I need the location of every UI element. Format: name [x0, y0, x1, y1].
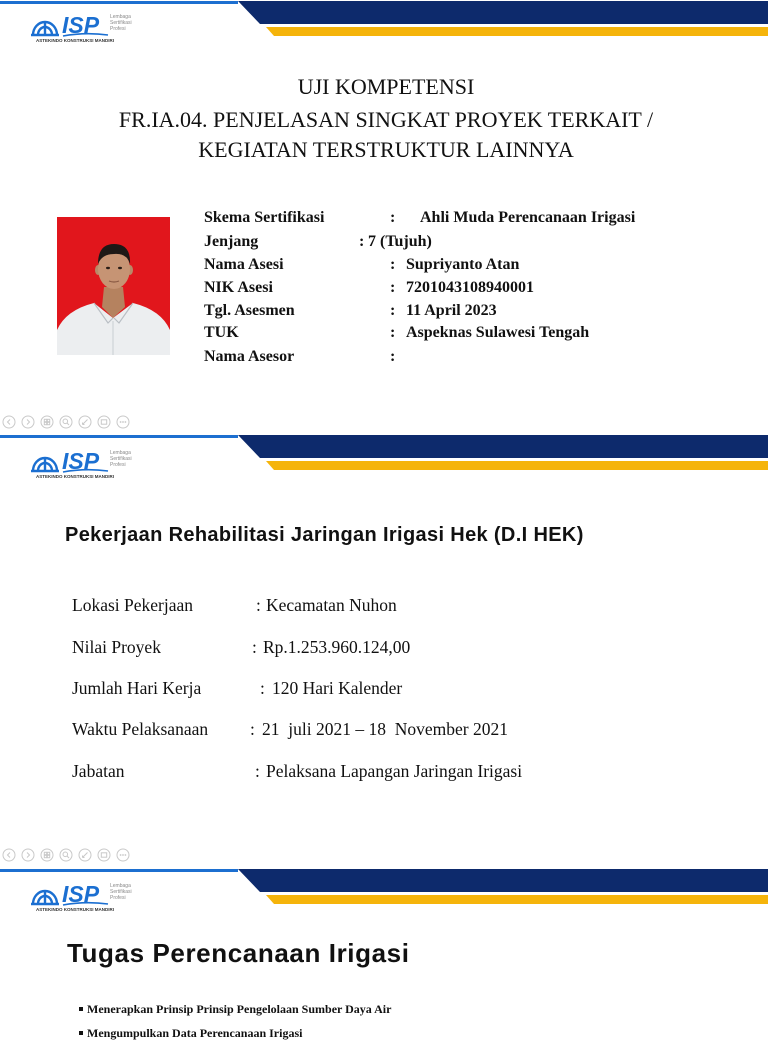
field-label: Nilai Proyek — [72, 637, 161, 657]
field-sep: : — [390, 209, 396, 226]
logo-sub-2: Sertifikasi — [110, 456, 132, 462]
field-sep: : — [260, 678, 265, 698]
logo-sub-2: Sertifikasi — [110, 889, 132, 895]
list-item-text: Menerapkan Prinsip Prinsip Pengelolaan Sumber Daya Air — [87, 1002, 392, 1016]
field-value: 7201043108940001 — [406, 279, 534, 296]
field-sep: : — [390, 279, 396, 296]
thumbnails-icon[interactable] — [40, 415, 54, 429]
slide-title-line-1: UJI KOMPETENSI — [297, 74, 475, 99]
field-tuk — [0, 323, 768, 343]
arch-icon — [31, 890, 59, 904]
field-lokasi — [0, 594, 768, 616]
field-value: 120 Hari Kalender — [272, 678, 403, 698]
zoom-out-icon[interactable] — [78, 848, 92, 862]
field-value: Rp.1.253.960.124,00 — [263, 637, 411, 657]
zoom-in-icon[interactable] — [59, 848, 73, 862]
field-jabatan — [0, 760, 768, 782]
field-sep: : — [390, 348, 396, 365]
slide-toolbar-2 — [2, 848, 132, 864]
field-label: Nama Asesi — [204, 256, 284, 273]
field-nik — [0, 278, 768, 298]
logo-sub-1: Lembaga — [110, 450, 131, 456]
logo-sub-3: Profesi — [110, 462, 126, 468]
field-hari-kerja — [0, 677, 768, 699]
more-options-icon[interactable] — [116, 415, 130, 429]
field-value: Pelaksana Lapangan Jaringan Irigasi — [266, 761, 523, 781]
slide-1 — [0, 0, 768, 413]
field-label: NIK Asesi — [204, 279, 273, 296]
field-value: Supriyanto Atan — [406, 256, 520, 273]
field-sep: : — [256, 595, 261, 615]
field-value: Kecamatan Nuhon — [266, 595, 397, 615]
field-value: 11 April 2023 — [406, 302, 497, 319]
field-sep: : — [252, 637, 257, 657]
field-value: 7 (Tujuh) — [368, 233, 432, 250]
field-sep: : — [250, 719, 255, 739]
arch-icon — [31, 457, 59, 471]
field-nilai — [0, 636, 768, 658]
field-label: Waktu Pelaksanaan — [72, 719, 209, 739]
isp-logo — [30, 879, 142, 913]
slide-2 — [0, 434, 768, 847]
prev-page-icon[interactable] — [2, 415, 16, 429]
slide-toolbar-1 — [2, 415, 132, 431]
next-page-icon[interactable] — [21, 415, 35, 429]
field-nama-asesi — [0, 255, 768, 275]
field-skema — [0, 208, 768, 228]
logo-sub-3: Profesi — [110, 26, 126, 32]
logo-mark: ISP — [62, 448, 100, 474]
field-label: Nama Asesor — [204, 348, 295, 365]
slide-3 — [0, 868, 768, 1040]
field-label: Lokasi Pekerjaan — [72, 595, 193, 615]
logo-tagline: ASTEKINDO KONSTRUKSI MANDIRI — [36, 474, 115, 479]
more-options-icon[interactable] — [116, 848, 130, 862]
logo-sub-2: Sertifikasi — [110, 20, 132, 26]
field-sep: : — [390, 302, 396, 319]
logo-tagline: ASTEKINDO KONSTRUKSI MANDIRI — [36, 907, 115, 912]
logo-sub-1: Lembaga — [110, 14, 131, 20]
field-waktu — [0, 718, 768, 740]
zoom-out-icon[interactable] — [78, 415, 92, 429]
thumbnails-icon[interactable] — [40, 848, 54, 862]
field-sep: : — [255, 761, 260, 781]
isp-logo — [30, 446, 142, 480]
slide-title: Pekerjaan Rehabilitasi Jaringan Irigasi Hek (D.I HEK) — [65, 524, 584, 546]
field-tgl-asesmen — [0, 301, 768, 321]
next-page-icon[interactable] — [21, 848, 35, 862]
fullscreen-icon[interactable] — [97, 848, 111, 862]
slide-title: Tugas Perencanaan Irigasi — [67, 938, 410, 968]
field-value: Aspeknas Sulawesi Tengah — [406, 324, 590, 341]
logo-sub-1: Lembaga — [110, 883, 131, 889]
field-label: Jenjang — [204, 233, 259, 250]
field-value: 21 juli 2021 – 18 November 2021 — [262, 719, 508, 739]
field-sep: : — [390, 324, 396, 341]
bullet-icon — [79, 1031, 83, 1035]
list-item — [67, 985, 392, 1016]
isp-logo — [30, 10, 142, 44]
list-item — [67, 1009, 303, 1040]
field-value: Ahli Muda Perencanaan Irigasi — [420, 209, 636, 226]
field-label: Tgl. Asesmen — [204, 302, 295, 319]
field-sep: : — [390, 256, 396, 273]
logo-mark: ISP — [62, 881, 100, 907]
logo-mark: ISP — [62, 12, 100, 38]
field-label: Jumlah Hari Kerja — [72, 678, 202, 698]
field-jenjang — [0, 232, 768, 252]
field-nama-asesor — [0, 347, 768, 367]
fullscreen-icon[interactable] — [97, 415, 111, 429]
logo-tagline: ASTEKINDO KONSTRUKSI MANDIRI — [36, 38, 115, 43]
arch-icon — [31, 21, 59, 35]
field-label: Skema Sertifikasi — [204, 209, 325, 226]
slide-title-line-2: FR.IA.04. PENJELASAN SINGKAT PROYEK TERKAIT / — [118, 107, 654, 132]
field-label: TUK — [204, 324, 239, 341]
list-item-text: Mengumpulkan Data Perencanaan Irigasi — [87, 1026, 303, 1040]
zoom-in-icon[interactable] — [59, 415, 73, 429]
slide-title-line-3: KEGIATAN TERSTRUKTUR LAINNYA — [198, 137, 574, 162]
field-sep: : — [359, 233, 365, 250]
field-label: Jabatan — [72, 761, 125, 781]
logo-sub-3: Profesi — [110, 895, 126, 901]
prev-page-icon[interactable] — [2, 848, 16, 862]
